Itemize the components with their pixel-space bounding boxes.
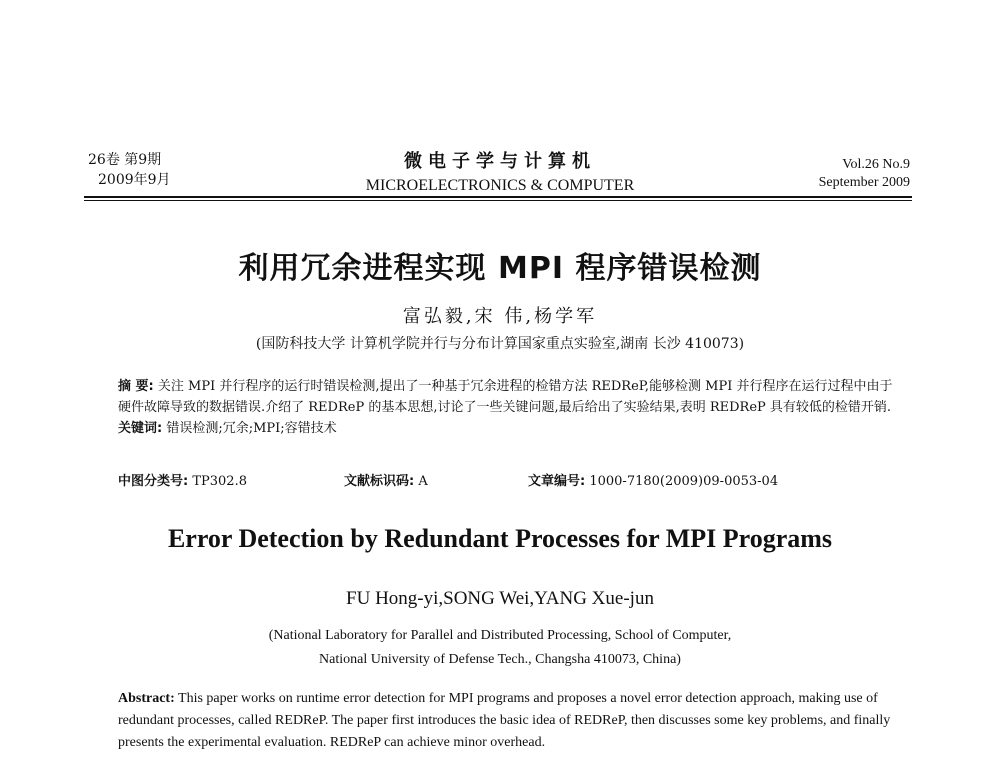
doc-code-label: 文献标识码: bbox=[344, 474, 415, 489]
journal-issue-en bbox=[819, 156, 910, 192]
abstract-en bbox=[118, 688, 908, 754]
clc-value: TP302.8 bbox=[192, 474, 247, 489]
abstract-cn bbox=[118, 376, 898, 418]
doc-code-value: A bbox=[418, 474, 428, 489]
abstract-cn-label: 摘 要: bbox=[118, 379, 154, 394]
affiliation-en-line1: (National Laboratory for Parallel and Distributed Processing, School of Computer, bbox=[268, 628, 732, 643]
journal-name-cn: 微电子学与计算机 bbox=[404, 151, 596, 172]
keywords-cn bbox=[118, 418, 898, 439]
authors-en: FU Hong-yi,SONG Wei,YANG Xue-jun bbox=[346, 588, 654, 609]
header-rule-thin bbox=[84, 200, 912, 201]
date-cn: 2009年9月 bbox=[98, 172, 171, 188]
abstract-en-text: This paper works on runtime error detection for MPI programs and proposes a novel error detection approach, making use of redundant processes, called REDReP. The paper first introduces the basic idea of REDReP, then discusses some key problems, and finally presents the experimental evaluation. REDReP can achieve minor overhead. bbox=[118, 691, 891, 750]
keywords-cn-label: 关键词: bbox=[118, 421, 163, 436]
date-en: September 2009 bbox=[818, 175, 910, 190]
paper-title-cn: 利用冗余进程实现 MPI 程序错误检测 bbox=[238, 251, 762, 286]
volume-issue-cn: 26卷 第9期 bbox=[88, 152, 162, 168]
affiliation-en-line2: National University of Defense Tech., Changsha 410073, China) bbox=[319, 652, 681, 667]
article-number bbox=[528, 470, 778, 489]
doc-code bbox=[344, 470, 428, 489]
clc-label: 中图分类号: bbox=[118, 474, 189, 489]
abstract-en-label: Abstract: bbox=[118, 691, 175, 706]
journal-name-en: MICROELECTRONICS & COMPUTER bbox=[365, 177, 635, 194]
article-no-value: 1000-7180(2009)09-0053-04 bbox=[589, 474, 779, 489]
volume-issue-en: Vol.26 No.9 bbox=[842, 157, 910, 172]
paper-title-en: Error Detection by Redundant Processes for MPI Programs bbox=[167, 524, 833, 553]
clc-code bbox=[118, 470, 247, 489]
affiliation-en bbox=[0, 624, 1000, 672]
header-rule-thick bbox=[84, 196, 912, 198]
article-no-label: 文章编号: bbox=[528, 474, 586, 489]
abstract-cn-text: 关注 MPI 并行程序的运行时错误检测,提出了一种基于冗余进程的检错方法 REDReP,能够检测 MPI 并行程序在运行过程中由于硬件故障导致的数据错误.介绍了 REDReP 的基本思想,讨论了一些关键问题,最后给出了实验结果,表明 REDReP 具有较低的检错开销. bbox=[118, 379, 893, 415]
authors-cn: 富弘毅,宋 伟,杨学军 bbox=[402, 306, 598, 327]
keywords-cn-text: 错误检测;冗余;MPI;容错技术 bbox=[166, 421, 337, 436]
affiliation-cn: (国防科技大学 计算机学院并行与分布计算国家重点实验室,湖南 长沙 410073) bbox=[255, 336, 745, 352]
abstract-cn-block bbox=[118, 376, 898, 439]
